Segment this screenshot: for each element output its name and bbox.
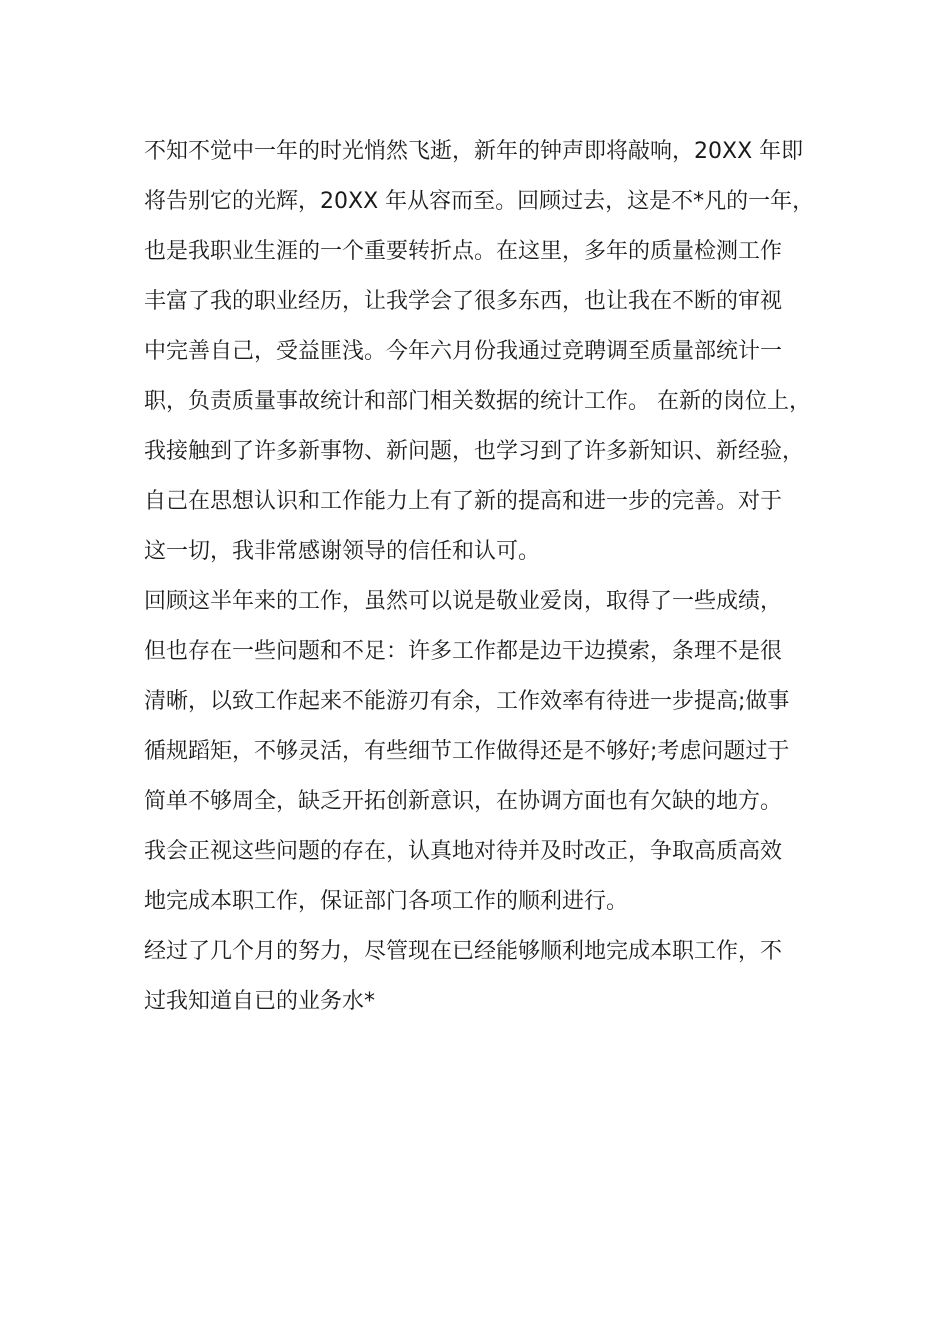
document-body [144,130,834,1030]
text-line: 中完善自己，受益匪浅。今年六月份我通过竞聘调至质量部统计一 [144,339,783,364]
text-line: 将告别它的光辉，20XX 年从容而至。回顾过去，这是不*凡的一年， [144,189,815,214]
paragraph-3 [144,930,834,1030]
text-line: 过我知道自已的业务水* [144,989,376,1014]
text-line: 地完成本职工作，保证部门各项工作的顺利进行。 [144,889,629,914]
text-line: 我会正视这些问题的存在，认真地对待并及时改正，争取高质高效 [144,839,783,864]
text-line: 回顾这半年来的工作，虽然可以说是敬业爱岗，取得了一些成绩， [144,589,783,614]
text-line: 自己在思想认识和工作能力上有了新的提高和进一步的完善。对于 [144,489,783,514]
text-line: 不知不觉中一年的时光悄然飞逝，新年的钟声即将敲响，20XX 年即 [144,139,804,164]
paragraph-2 [144,580,834,930]
text-line: 清晰，以致工作起来不能游刃有余，工作效率有待进一步提高;做事 [144,689,790,714]
text-line: 职，负责质量事故统计和部门相关数据的统计工作。 在新的岗位上， [144,389,811,414]
text-line: 循规蹈矩，不够灵活，有些细节工作做得还是不够好;考虑问题过于 [144,739,790,764]
text-line: 简单不够周全，缺乏开拓创新意识，在协调方面也有欠缺的地方。 [144,789,783,814]
paragraph-1 [144,130,834,580]
text-line: 也是我职业生涯的一个重要转折点。在这里，多年的质量检测工作 [144,239,783,264]
text-line: 我接触到了许多新事物、新问题，也学习到了许多新知识、新经验， [144,439,805,464]
text-line: 但也存在一些问题和不足：许多工作都是边干边摸索，条理不是很 [144,639,783,664]
text-line: 经过了几个月的努力，尽管现在已经能够顺利地完成本职工作，不 [144,939,783,964]
text-line: 这一切，我非常感谢领导的信任和认可。 [144,539,541,564]
text-line: 丰富了我的职业经历，让我学会了很多东西，也让我在不断的审视 [144,289,783,314]
